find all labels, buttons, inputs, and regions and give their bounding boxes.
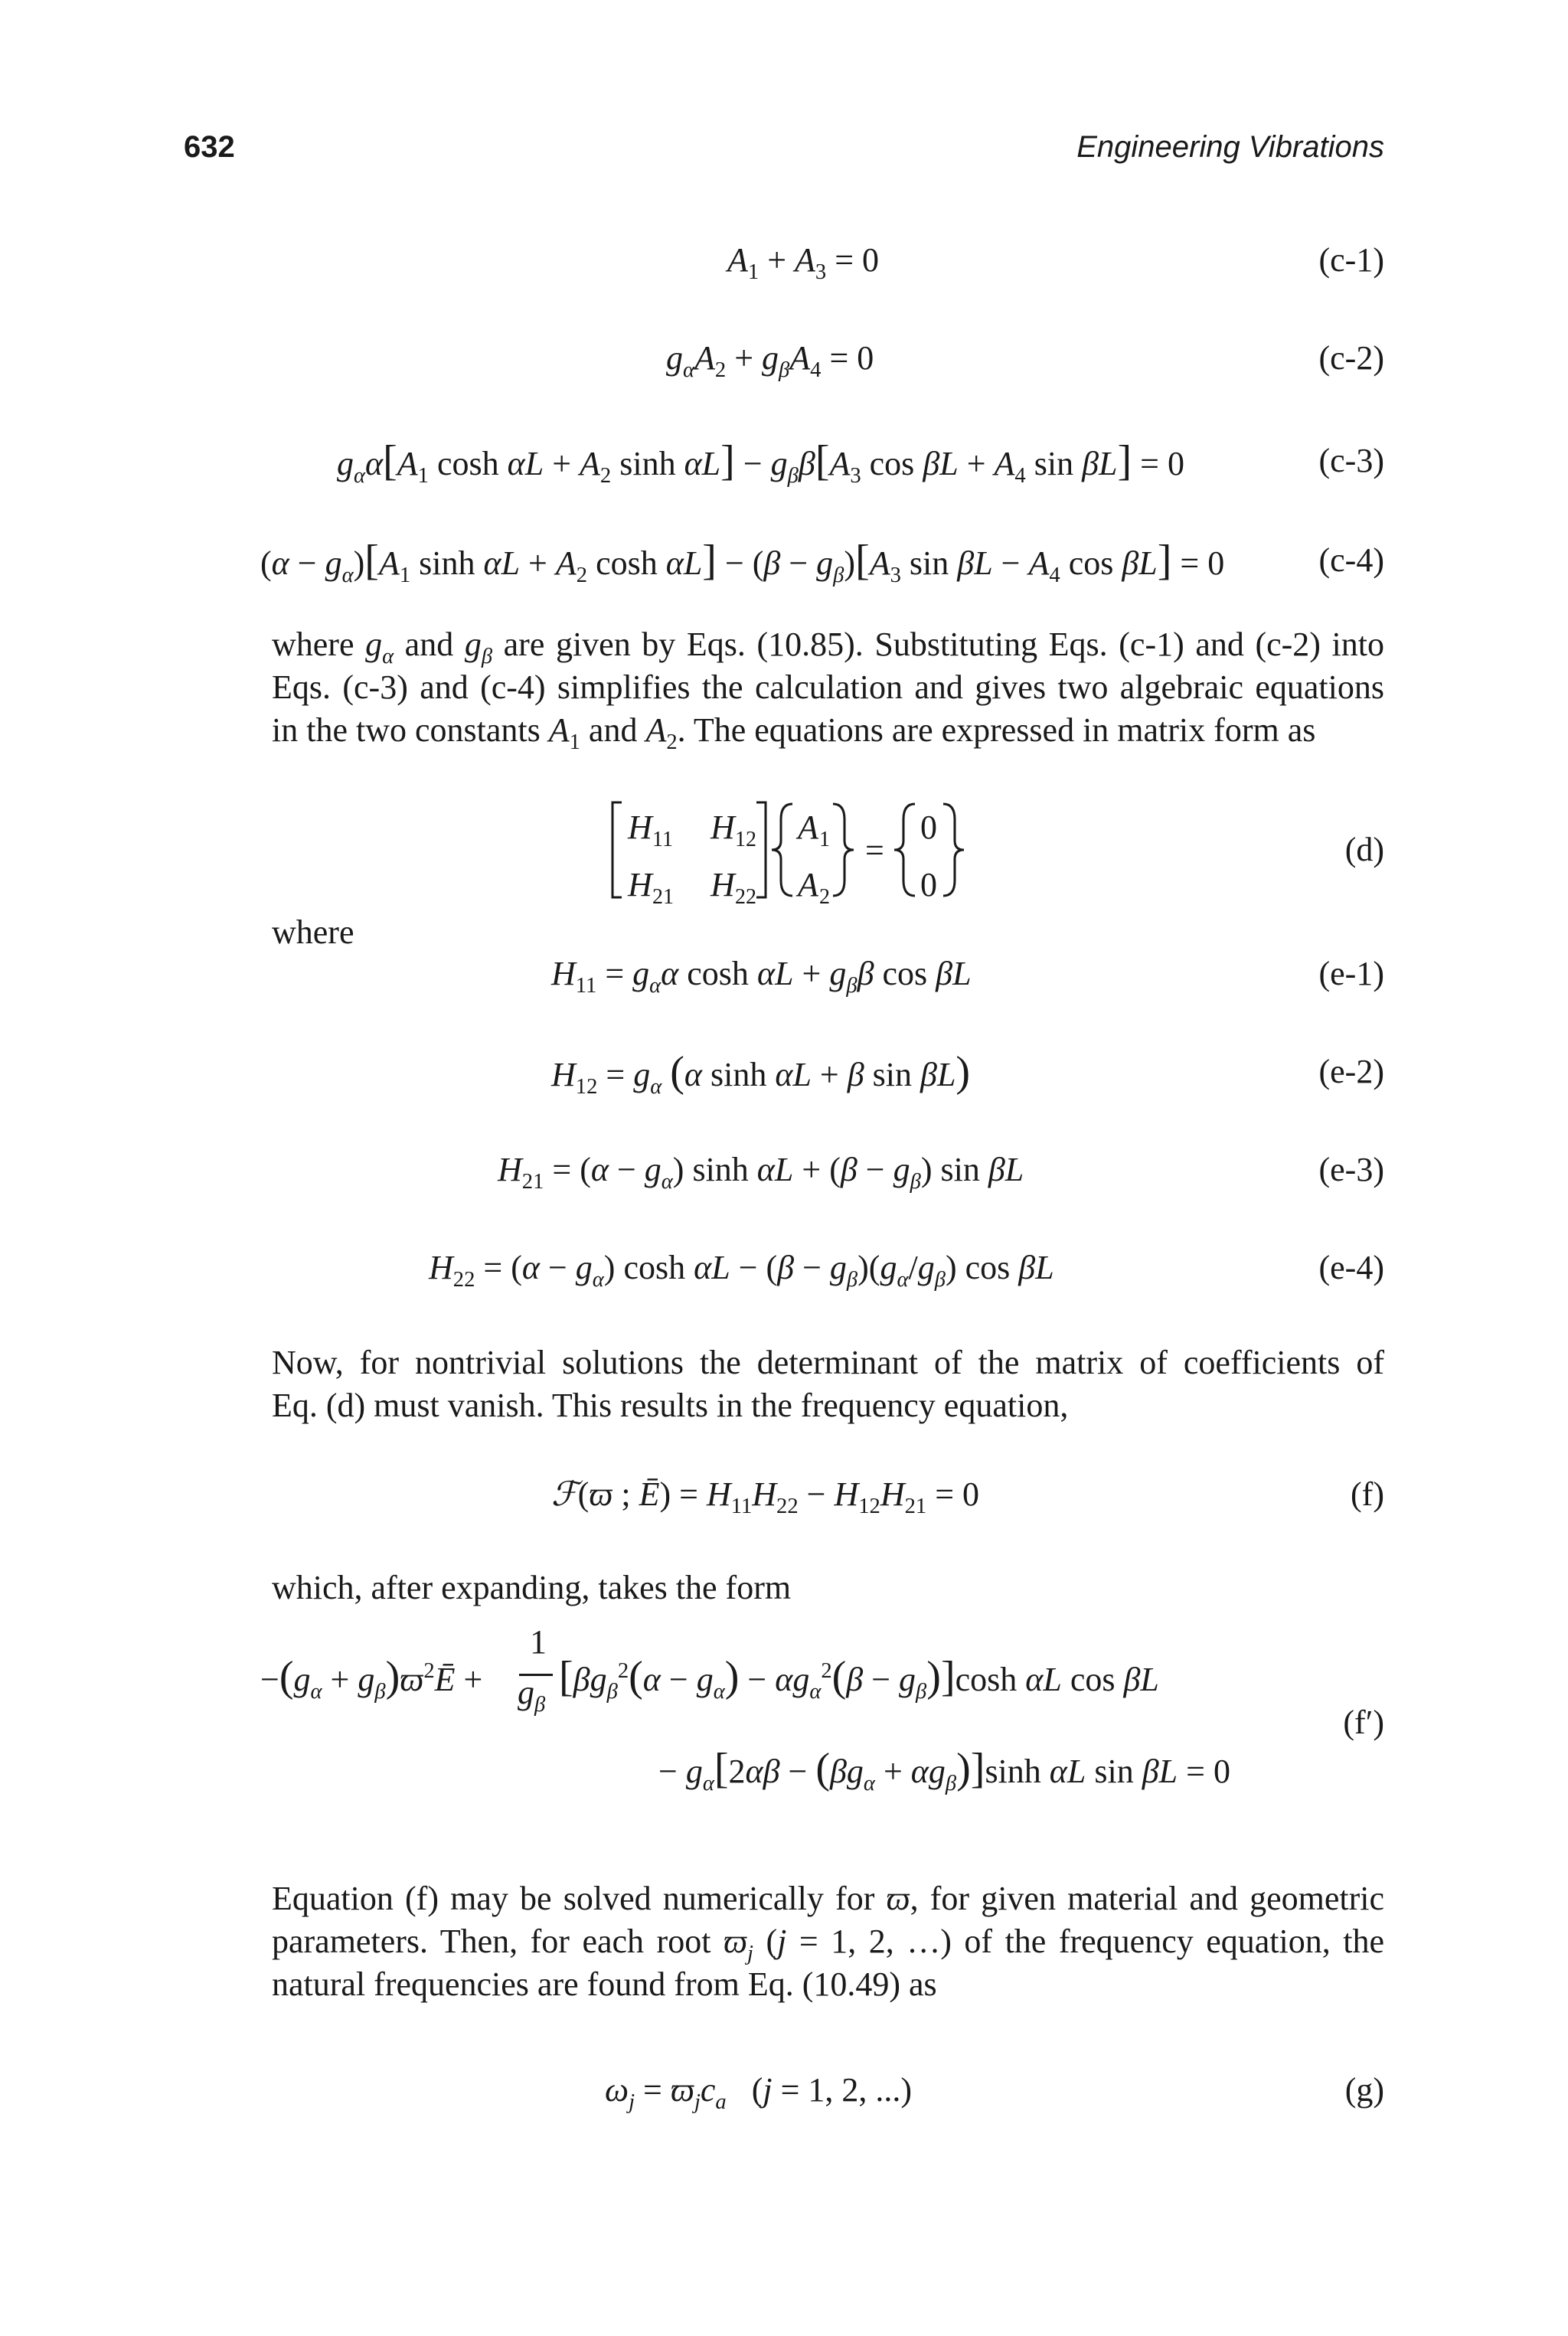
- equation-f-prime-line1: $-(g_\alpha$ + $g_\beta)ϖ^2Ē$ +: [260, 1653, 483, 1704]
- svg-text:21: 21: [652, 885, 674, 909]
- equation-e4: [253, 1237, 1384, 1299]
- svg-text:H: H: [628, 809, 652, 846]
- svg-text:2: 2: [819, 885, 830, 909]
- svg-text:H: H: [710, 809, 735, 846]
- equation-g-label: (g): [1344, 2071, 1384, 2109]
- equation-f-prime-denominator: $g_\beta$: [518, 1674, 546, 1717]
- page-number: 632: [184, 130, 235, 164]
- running-title: Engineering Vibrations: [1076, 130, 1384, 164]
- svg-text:H: H: [710, 866, 735, 903]
- equation-c3-label: (c-3): [1318, 442, 1384, 479]
- svg-text:1: 1: [819, 828, 830, 851]
- text-line: Eqs. (c-3) and (c-4) simplifies the calculation and gives two algebraic equations: [272, 668, 1384, 706]
- text-line: Equation (f) may be solved numerically for ϖ, for given material and geometric: [272, 1880, 1385, 1917]
- text-line: Eq. (d) must vanish. This results in the frequency equation,: [272, 1387, 1069, 1424]
- text-line: Now, for nontrivial solutions the determinant of the matrix of coefficients of: [272, 1344, 1384, 1381]
- equation-c4-label: (c-4): [1318, 541, 1384, 579]
- svg-text:=: =: [865, 831, 884, 869]
- equation-f-prime: [253, 1623, 1384, 1822]
- equation-g-body: $\omega_j = ϖ_jc_a$ (j = 1, 2, ...): [605, 2071, 913, 2114]
- text-line: parameters. Then, for each root $ϖ_j$ (j = 1, 2, …) of the frequency equation, the: [272, 1923, 1385, 1965]
- svg-text:22: 22: [735, 885, 756, 909]
- equation-e1: [253, 943, 1384, 1005]
- equation-c1: [253, 230, 1384, 291]
- equation-e3: [253, 1139, 1384, 1201]
- equation-e1-body: $H_{11} = g_\alpha\alpha$ $\cosh \alpha L + g_\beta\beta$ cos βL: [551, 955, 972, 998]
- equation-c4: [253, 530, 1384, 591]
- text-line: in the two constants $A_1$ and $A_2$. The equations are expressed in matrix form as: [272, 711, 1316, 754]
- equation-c2-label: (c-2): [1318, 339, 1384, 377]
- paragraph-expanding: which, after expanding, takes the form: [272, 1569, 792, 1606]
- equation-e3-body: $H_{21} = (\alpha - g_\alpha)$ $\sinh \alpha L + (\beta - g_\beta)$ sin βL: [498, 1151, 1024, 1194]
- equation-c1-body: $A_1 + A_3 = 0$: [727, 241, 880, 284]
- equation-e2-body: $H_{12} = g_\alpha$ (α sinh αL + β sin βL): [551, 1048, 971, 1099]
- matrix-equation-graphic: [253, 789, 1095, 911]
- equation-f-prime-line1-bracket: $[\beta g_\beta^2(\alpha - g_\alpha) - \alpha g_\alpha^2(\beta - g_\beta)]\cosh$ αL cos βL: [559, 1653, 1159, 1704]
- equation-e4-body: $H_{22} = (\alpha - g_\alpha)$ $\cosh \alpha L - (\beta - g_\beta)(g_\alpha/g_\beta)$ cos βL: [429, 1249, 1054, 1292]
- svg-text:11: 11: [652, 828, 673, 851]
- equation-g: [253, 2060, 1384, 2121]
- svg-text:H: H: [628, 866, 652, 903]
- equation-e1-label: (e-1): [1318, 955, 1384, 992]
- equation-f-label: (f): [1351, 1475, 1384, 1513]
- equation-e2: [253, 1041, 1384, 1103]
- paragraph-matrix-intro: [272, 623, 1384, 752]
- equation-f-prime-label: (f′): [1343, 1704, 1384, 1741]
- where-label: where: [272, 913, 354, 951]
- equation-c2-body: $g_\alpha A_2 + g_\beta A_4 = 0$: [666, 339, 874, 382]
- equation-f: [253, 1464, 1384, 1525]
- text-line: where $g_\alpha$ and $g_\beta$ are given by Eqs. (10.85). Substituting Eqs. (c-1) and (c-2) into: [272, 626, 1384, 668]
- equation-c3: [253, 430, 1384, 492]
- text-line: natural frequencies are found from Eq. (10.49) as: [272, 1965, 937, 2003]
- equation-c2: [253, 328, 1384, 389]
- svg-text:A: A: [798, 809, 818, 846]
- equation-e4-label: (e-4): [1318, 1249, 1384, 1286]
- equation-d: [253, 789, 1384, 911]
- equation-e3-label: (e-3): [1318, 1151, 1384, 1188]
- svg-text:12: 12: [735, 828, 756, 851]
- svg-text:0: 0: [920, 866, 937, 903]
- equation-c4-body: $(\alpha - g_\alpha)[A_1$ $\sinh \alpha L + A_2$ $\cosh \alpha L] - (\beta - g_\beta)[A_3$ $\sin \beta L - A_4$ cos βL] = 0: [260, 537, 1225, 587]
- equation-d-label: (d): [1344, 831, 1384, 868]
- equation-f-prime-numerator: 1: [530, 1623, 547, 1661]
- paragraph-numerical: [272, 1877, 1384, 2006]
- paragraph-determinant: [272, 1341, 1384, 1427]
- equation-c1-label: (c-1): [1318, 241, 1384, 279]
- equation-c3-body: $g_\alpha\alpha[A_1$ $\cosh \alpha L + A_2$ $\sinh \alpha L] - g_\beta\beta[A_3$ $\cos \beta L + A_4$ sin βL] = 0: [337, 437, 1184, 488]
- svg-text:0: 0: [920, 809, 937, 846]
- svg-text:A: A: [798, 866, 818, 903]
- equation-f-prime-line2: − $g_\alpha[2\alpha\beta - (\beta g_\alpha + \alpha g_\beta)]\sinh$ αL sin βL = 0: [658, 1745, 1230, 1795]
- equation-e2-label: (e-2): [1318, 1053, 1384, 1090]
- equation-f-body: ℱ(ϖ ; Ē) = $H_{11}H_{22} - H_{12}H_{21} = 0$: [551, 1475, 980, 1518]
